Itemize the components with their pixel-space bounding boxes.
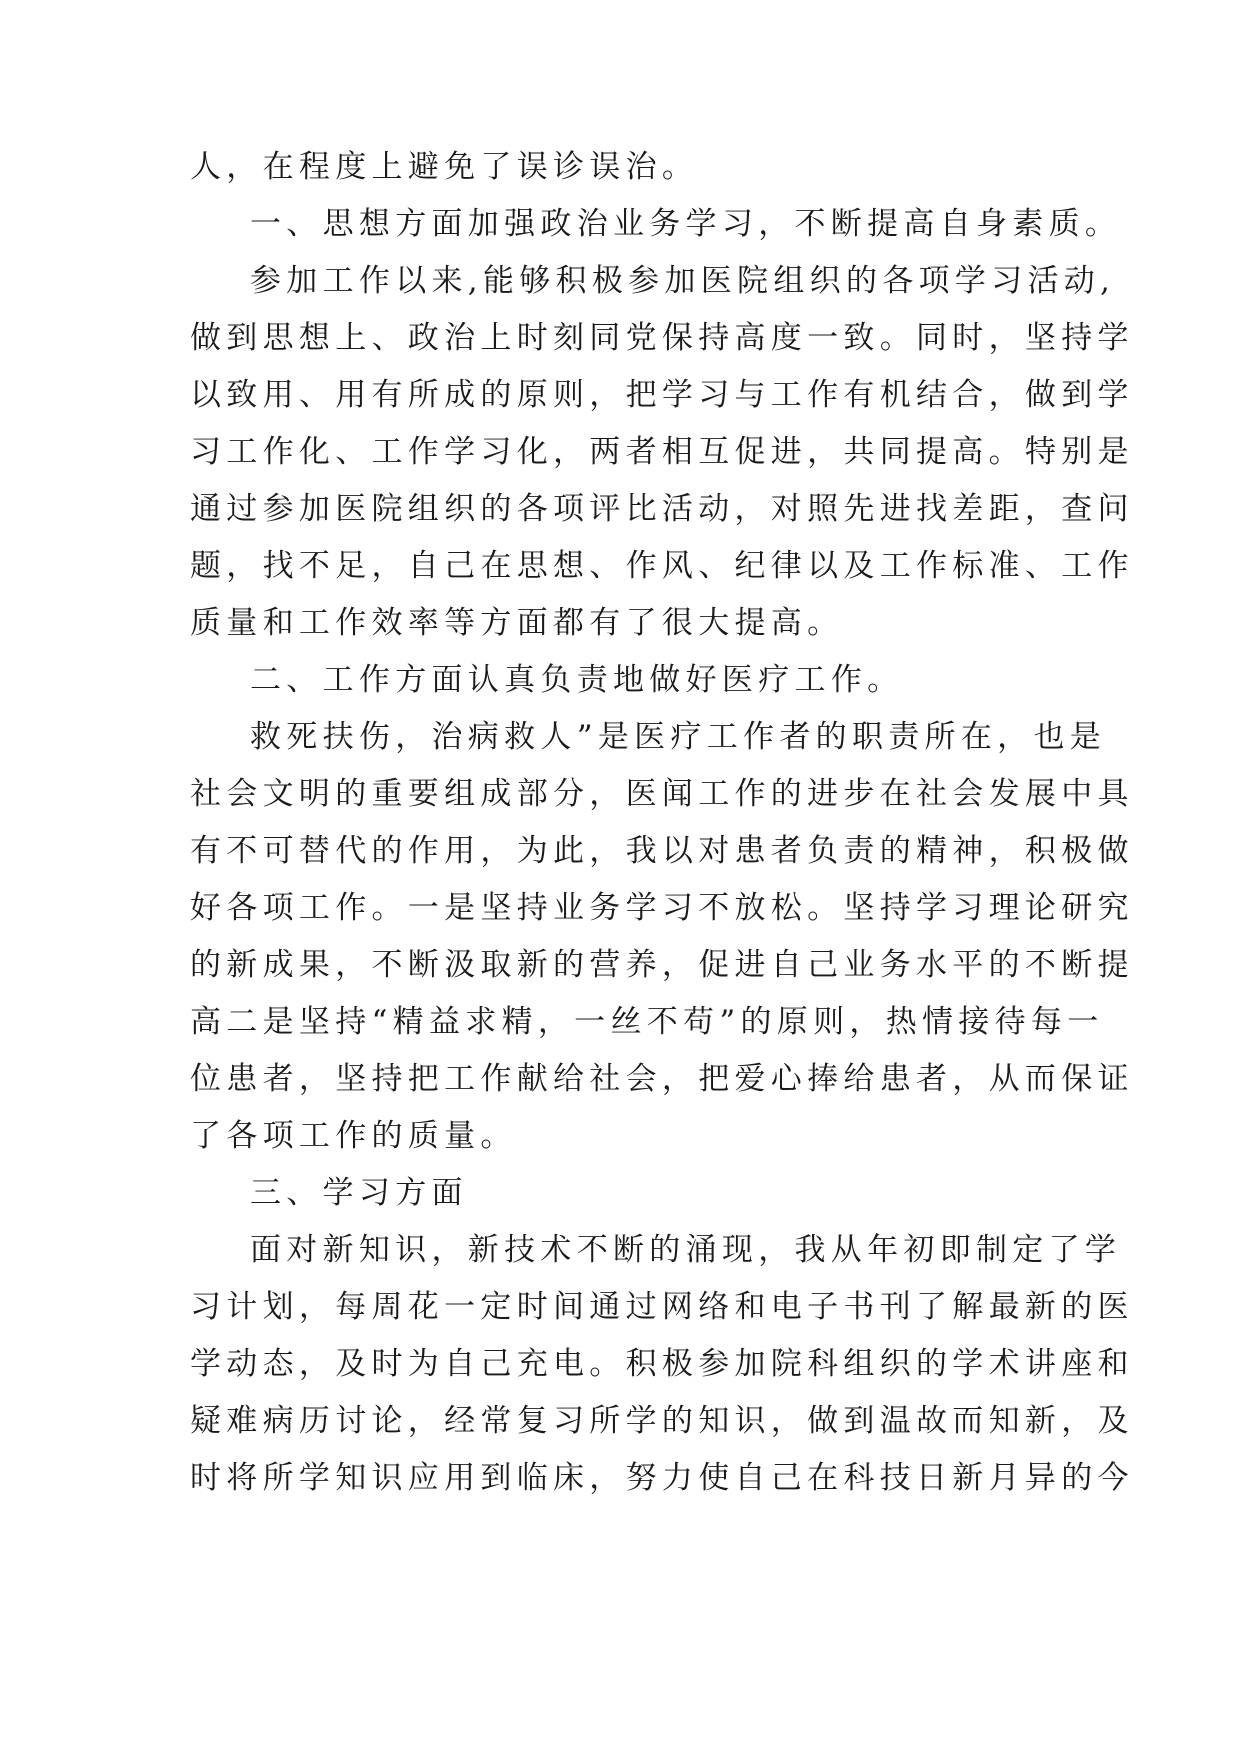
section-heading: 三、学习方面 [250,1175,468,1211]
text-line: 通过参加医院组织的各项评比活动，对照先进找差距，查问 [190,491,1134,527]
text-line: 的新成果，不断汲取新的营养，促进自己业务水平的不断提 [190,947,1134,983]
text-line: 以致用、用有所成的原则，把学习与工作有机结合，做到学 [190,377,1134,413]
text-line: 人，在程度上避免了误诊误治。 [190,149,699,185]
text-line: 习计划，每周花一定时间通过网络和电子书刊了解最新的医 [190,1289,1134,1325]
text-line: 面对新知识，新技术不断的涌现，我从年初即制定了学 [250,1232,1122,1268]
text-line: 救死扶伤，治病救人”是医疗工作者的职责所在，也是 [250,719,1107,755]
text-line: 好各项工作。一是坚持业务学习不放松。坚持学习理论研究 [190,890,1134,926]
text-line: 学动态，及时为自己充电。积极参加院科组织的学术讲座和 [190,1346,1134,1382]
text-line: 习工作化、工作学习化，两者相互促进，共同提高。特别是 [190,434,1134,470]
text-line: 时将所学知识应用到临床，努力使自己在科技日新月异的今 [190,1460,1134,1496]
section-heading: 二、工作方面认真负责地做好医疗工作。 [250,662,904,698]
text-line: 了各项工作的质量。 [190,1118,517,1154]
text-line: 题，找不足，自己在思想、作风、纪律以及工作标准、工作 [190,548,1134,584]
text-line: 质量和工作效率等方面都有了很大提高。 [190,605,844,641]
text-line: 做到思想上、政治上时刻同党保持高度一致。同时，坚持学 [190,320,1134,356]
section-heading: 一、思想方面加强政治业务学习，不断提高自身素质。 [250,206,1122,242]
text-line: 高二是坚持“精益求精，一丝不苟”的原则，热情接待每一 [190,1004,1104,1040]
text-line: 有不可替代的作用，为此，我以对患者负责的精神，积极做 [190,833,1134,869]
text-line: 社会文明的重要组成部分，医闻工作的进步在社会发展中具 [190,776,1134,812]
text-line: 参加工作以来,能够积极参加医院组织的各项学习活动, [250,263,1116,299]
text-line: 疑难病历讨论，经常复习所学的知识，做到温故而知新，及 [190,1403,1134,1439]
text-line: 位患者，坚持把工作献给社会，把爱心捧给患者，从而保证 [190,1061,1134,1097]
